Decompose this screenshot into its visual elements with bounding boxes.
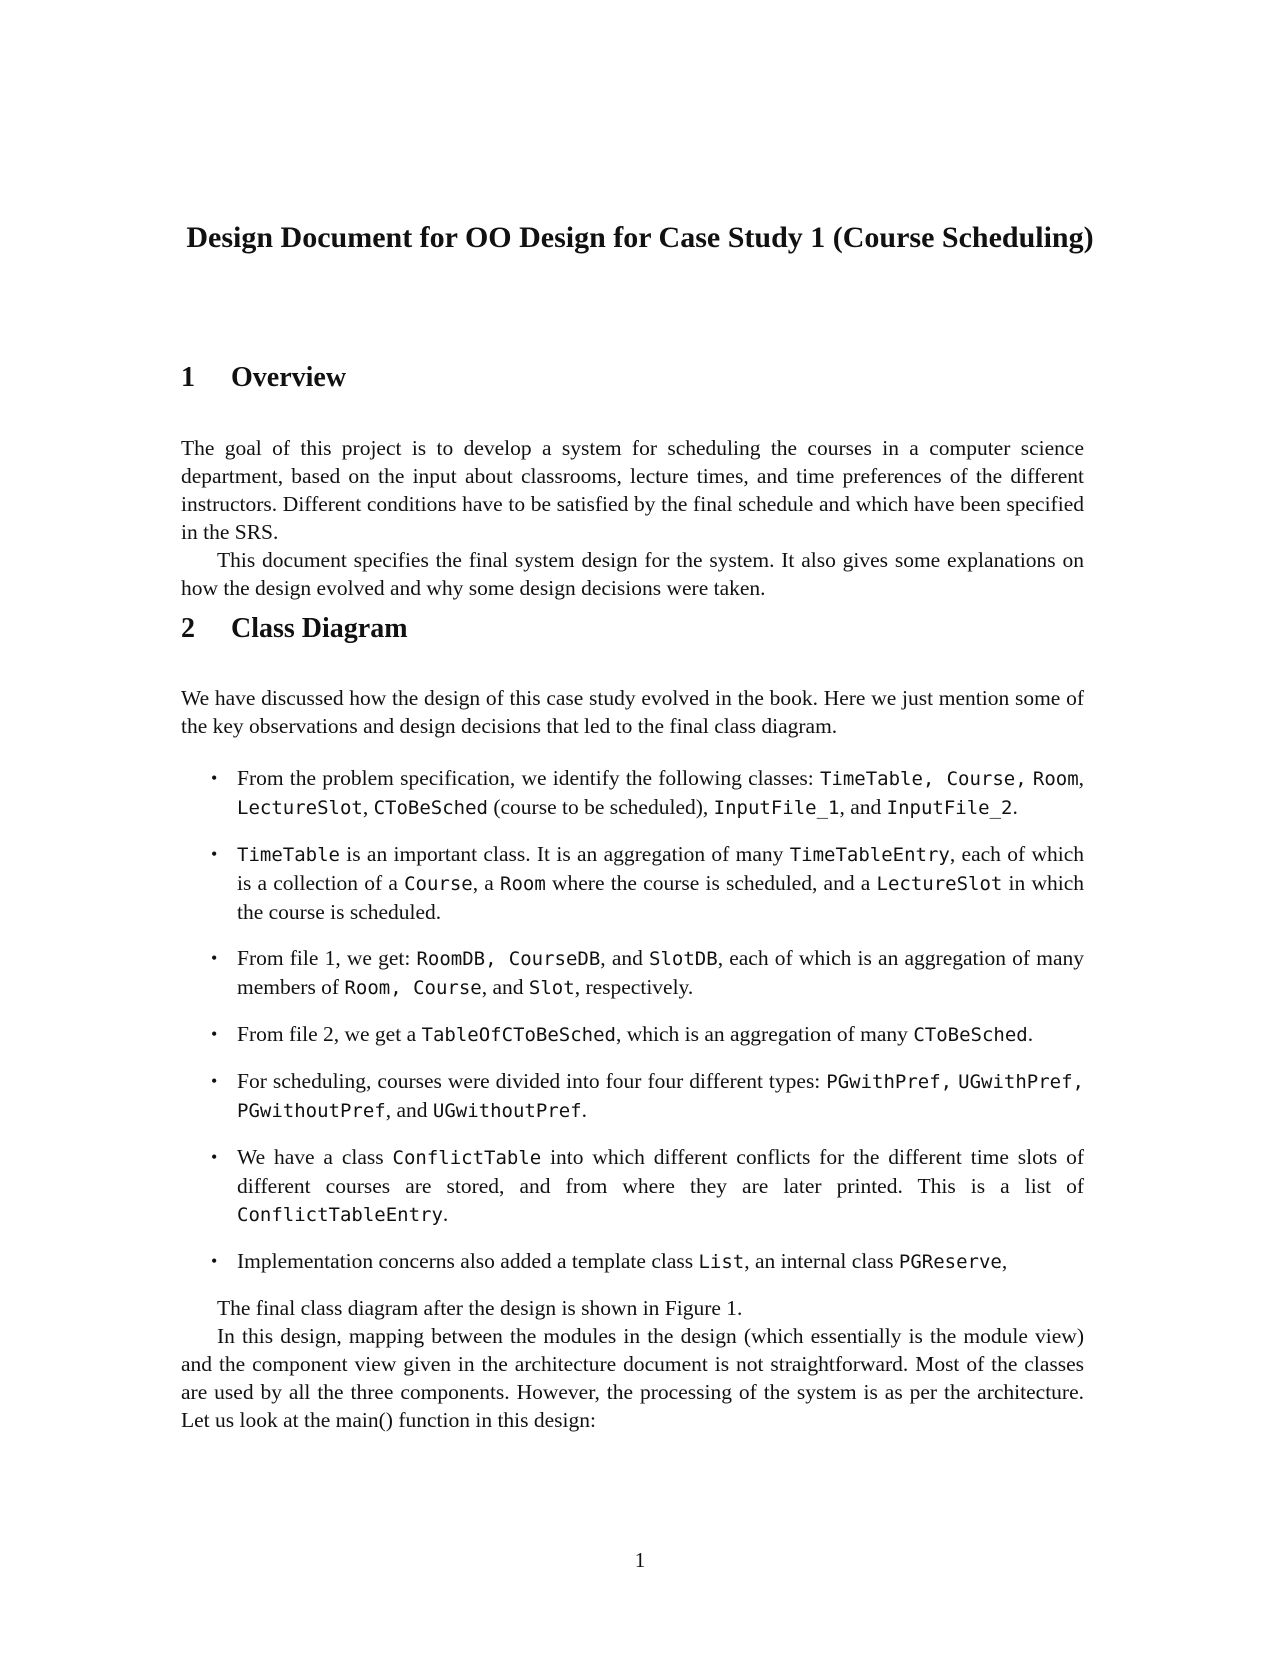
bullet-icon: • — [211, 768, 218, 788]
class-name-code: ConflictTableEntry — [237, 1204, 443, 1226]
list-item — [181, 1067, 1084, 1125]
list-item — [181, 1143, 1084, 1229]
bullet-text: , respectively. — [574, 975, 694, 999]
class-name-code: Course — [404, 873, 473, 895]
bullet-text: We have a class — [237, 1145, 393, 1169]
bullet-icon: • — [211, 1147, 218, 1167]
section-title: Class Diagram — [231, 613, 408, 644]
bullet-icon: • — [211, 948, 218, 968]
bullet-text: into which different conflicts for the different time slots of different courses are stored, and from where they are later printed. This is a list of — [237, 1145, 1085, 1198]
class-name-code: Slot — [528, 977, 575, 999]
class-name-code: Room — [500, 873, 546, 895]
class-name-code: TimeTable, Course, — [819, 768, 1027, 790]
list-item — [181, 1247, 1084, 1276]
bullet-text: in which the course is scheduled. — [237, 871, 1085, 924]
bullet-text: Implementation concerns also added a template class — [237, 1249, 699, 1273]
class-name-code: TableOfCToBeSched — [421, 1024, 616, 1046]
page-number: 1 — [634, 1548, 646, 1572]
class-name-code: RoomDB, CourseDB — [416, 948, 601, 970]
section-heading-class-diagram — [181, 613, 408, 645]
overview-paragraph-1: The goal of this project is to develop a system for scheduling the courses in a computer science department, based on the input about classrooms, lecture times, and time preferences of the different instructors. Different conditions have to be satisfied by the final schedule and which have been specified in the SRS. — [181, 436, 1084, 544]
bullet-text: where the course is scheduled, and a — [545, 871, 877, 895]
class-name-code: SlotDB — [649, 948, 718, 970]
bullet-text: , which is an aggregation of many — [615, 1022, 914, 1046]
list-item — [181, 764, 1084, 822]
class-name-code: TimeTableEntry — [789, 844, 950, 866]
bullet-text: , and — [839, 795, 887, 819]
bullet-text: From file 2, we get a — [237, 1022, 422, 1046]
overview-paragraph-2: This document specifies the final system design for the system. It also gives some explanations on how the design evolved and why some design decisions were taken. — [181, 548, 1084, 600]
bullet-text: , each of which is a collection of a — [237, 842, 1084, 895]
class-name-code: CToBeSched — [913, 1024, 1028, 1046]
closing-paragraph-2: In this design, mapping between the modules in the design (which essentially is the module view) and the component view given in the architecture document is not straightforward. Most of the classes are used by all the three components. However, the processing of the system is as per the architecture. Let us look at the main() function in this design: — [181, 1324, 1084, 1432]
class-name-code: PGReserve — [898, 1251, 1002, 1273]
bullet-text: , — [1001, 1249, 1008, 1273]
section-number: 1 — [181, 362, 195, 393]
bullet-text: , and — [481, 975, 529, 999]
bullet-text: is an important class. It is an aggregation of many — [339, 842, 790, 866]
class-name-code: InputFile_2 — [886, 797, 1013, 819]
class-name-code: LectureSlot — [876, 873, 1003, 895]
closing-paragraph-1: The final class diagram after the design is shown in Figure 1. — [217, 1296, 743, 1320]
class-name-code: List — [698, 1251, 745, 1273]
document-title: Design Document for OO Design for Case Study 1 (Course Scheduling) — [186, 221, 1094, 254]
bullet-text: , and — [385, 1098, 433, 1122]
bullet-text: . — [1027, 1022, 1034, 1046]
class-name-code: ConflictTable — [392, 1147, 542, 1169]
section-number: 2 — [181, 613, 195, 644]
class-name-code: InputFile_1 — [713, 797, 840, 819]
bullet-text: From file 1, we get: — [237, 946, 417, 970]
bullet-text: . — [1012, 795, 1018, 819]
bullet-text: , each of which is an aggregation of many members of — [237, 946, 1084, 999]
bullet-icon: • — [211, 844, 218, 864]
class-name-code: TimeTable — [237, 844, 340, 866]
class-list — [181, 764, 1084, 1276]
bullet-text: From the problem specification, we identify the following classes: — [237, 766, 820, 790]
class-diagram-body — [181, 684, 1084, 1434]
class-name-code: UGwithoutPref — [432, 1100, 582, 1122]
bullet-text: . — [442, 1202, 449, 1226]
bullet-text: , — [362, 795, 374, 819]
section-heading-overview — [181, 362, 346, 394]
class-name-code: PGwithPref, — [826, 1071, 953, 1093]
list-item — [181, 840, 1084, 926]
bullet-icon: • — [211, 1024, 218, 1044]
class-name-code: Room — [1032, 768, 1079, 790]
class-name-code: CToBeSched — [373, 797, 488, 819]
class-name-code: LectureSlot — [237, 797, 363, 819]
list-item — [181, 944, 1084, 1002]
section-title: Overview — [231, 362, 347, 393]
class-diagram-intro: We have discussed how the design of this case study evolved in the book. Here we just mention some of the key observations and design decisions that led to the final class diagram. — [181, 686, 1084, 738]
bullet-text: , and — [600, 946, 650, 970]
bullet-icon: • — [211, 1071, 218, 1091]
bullet-text: (course to be scheduled), — [487, 795, 714, 819]
bullet-text: . — [581, 1098, 587, 1122]
class-name-code: Room, Course — [344, 977, 482, 999]
bullet-text: , — [1078, 766, 1085, 790]
bullet-text: , a — [472, 871, 501, 895]
bullet-text: , an internal class — [744, 1249, 899, 1273]
overview-body — [181, 434, 1084, 602]
class-name-code: UGwithPref, PGwithoutPref — [237, 1071, 1084, 1122]
bullet-text: For scheduling, courses were divided into four four different types: — [237, 1069, 827, 1093]
bullet-icon: • — [211, 1251, 218, 1271]
list-item — [181, 1020, 1084, 1049]
